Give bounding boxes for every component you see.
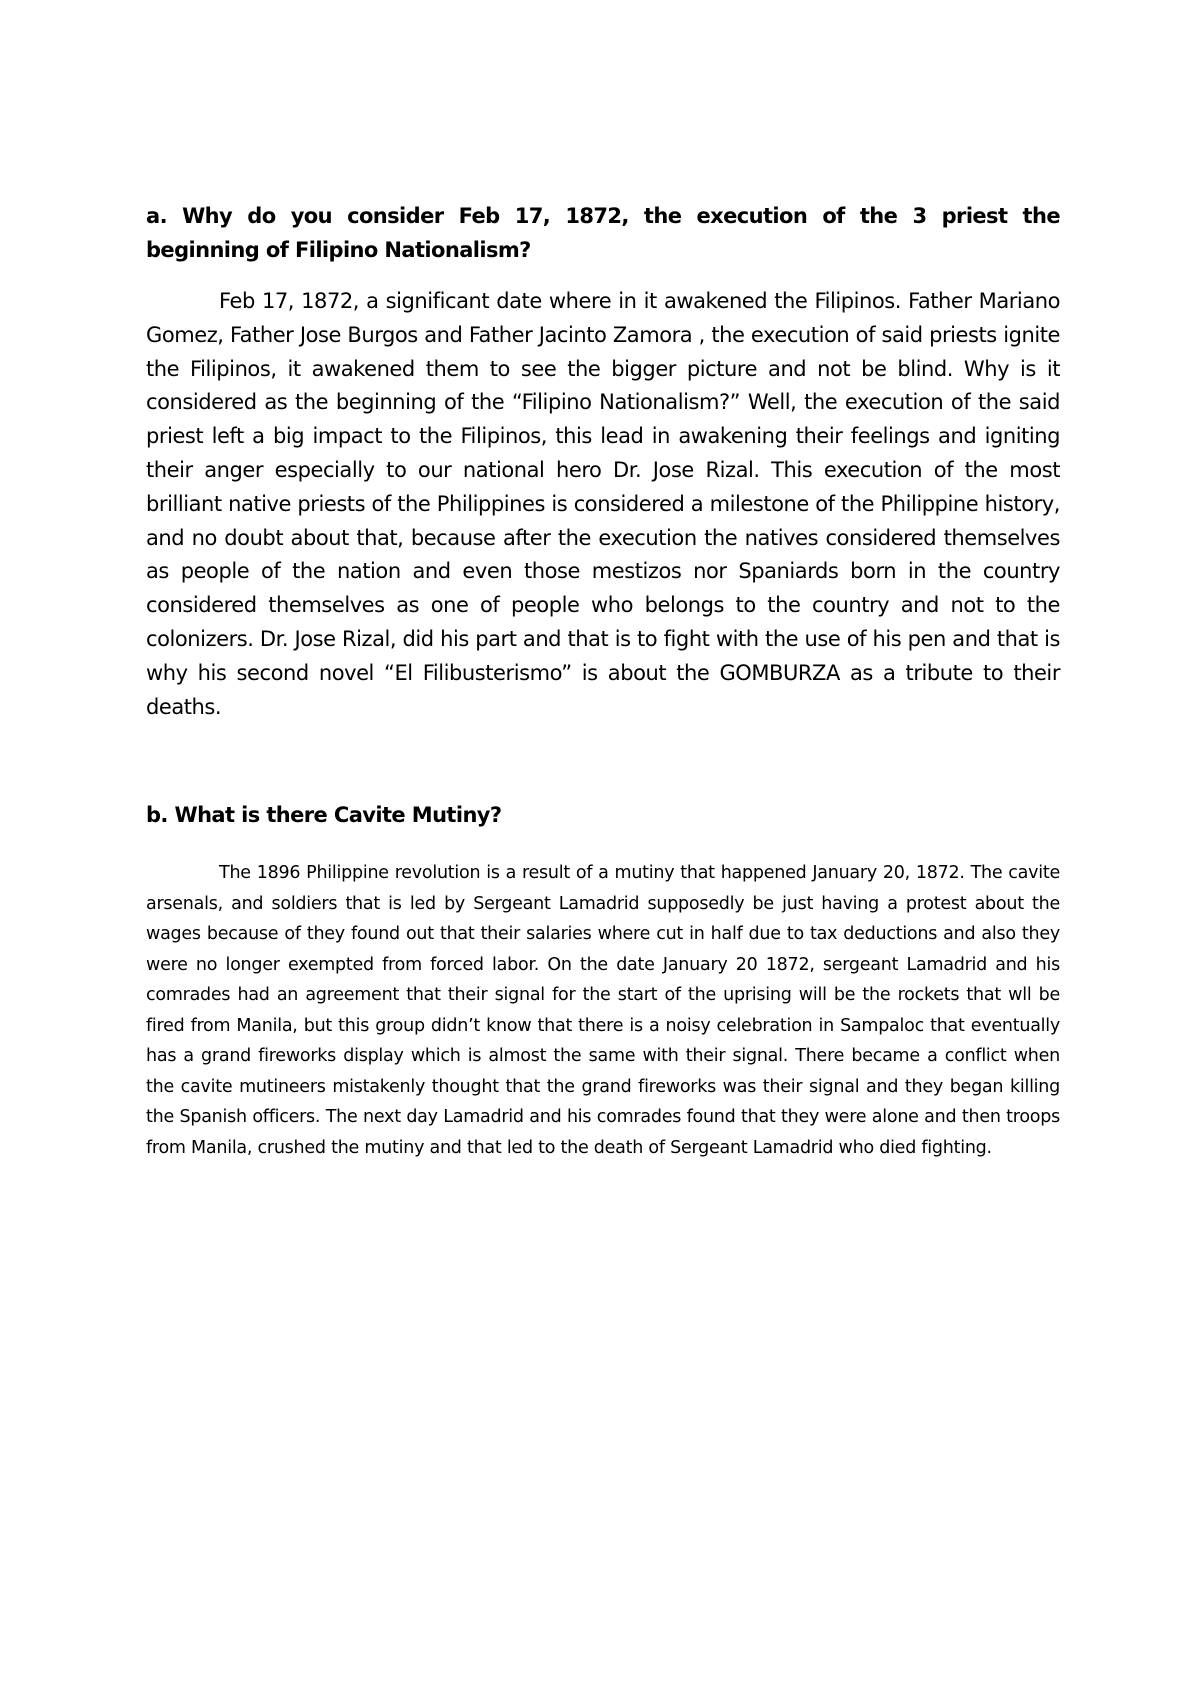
question-a-heading: a. Why do you consider Feb 17, 1872, the execution of the 3 priest the beginning of Filipino Nationalism? — [146, 204, 1060, 262]
answer-a-paragraph: Feb 17, 1872, a significant date where in it awakened the Filipinos. Father Mariano Gomez, Father Jose Burgos and Father Jacinto Zamora , the execution of said priests ignite the Filipinos, it awakened them to see the bigger picture and not be blind. Why is it considered as the beginning of the “Filipino Nationalism?” Well, the execution of the said priest left a big impact to the Filipinos, this lead in awakening their feelings and igniting their anger especially to our national hero Dr. Jose Rizal. This execution of the most brilliant native priests of the Philippines is considered a milestone of the Philippine history, and no doubt about that, because after the execution the natives considered themselves as people of the nation and even those mestizos nor Spaniards born in the country considered themselves as one of people who belongs to the country and not to the colonizers. Dr. Jose Rizal, did his part and that is to fight with the use of his pen and that is why his second novel “El Filibusterismo” is about the GOMBURZA as a tribute to their deaths. — [146, 289, 1060, 719]
question-b-heading: b. What is there Cavite Mutiny? — [146, 803, 502, 827]
answer-b-paragraph: The 1896 Philippine revolution is a result of a mutiny that happened January 20, 1872. The cavite arsenals, and soldiers that is led by Sergeant Lamadrid supposedly be just having a protest about the wages because of they found out that their salaries where cut in half due to tax deductions and also they were no longer exempted from forced labor. On the date January 20 1872, sergeant Lamadrid and his comrades had an agreement that their signal for the start of the uprising will be the rockets that wll be fired from Manila, but this group didn’t know that there is a noisy celebration in Sampaloc that eventually has a grand fireworks display which is almost the same with their signal. There became a conflict when the cavite mutineers mistakenly thought that the grand fireworks was their signal and they began killing the Spanish officers. The next day Lamadrid and his comrades found that they were alone and then troops from Manila, crushed the mutiny and that led to the death of Sergeant Lamadrid who died fighting. — [146, 863, 1060, 1158]
